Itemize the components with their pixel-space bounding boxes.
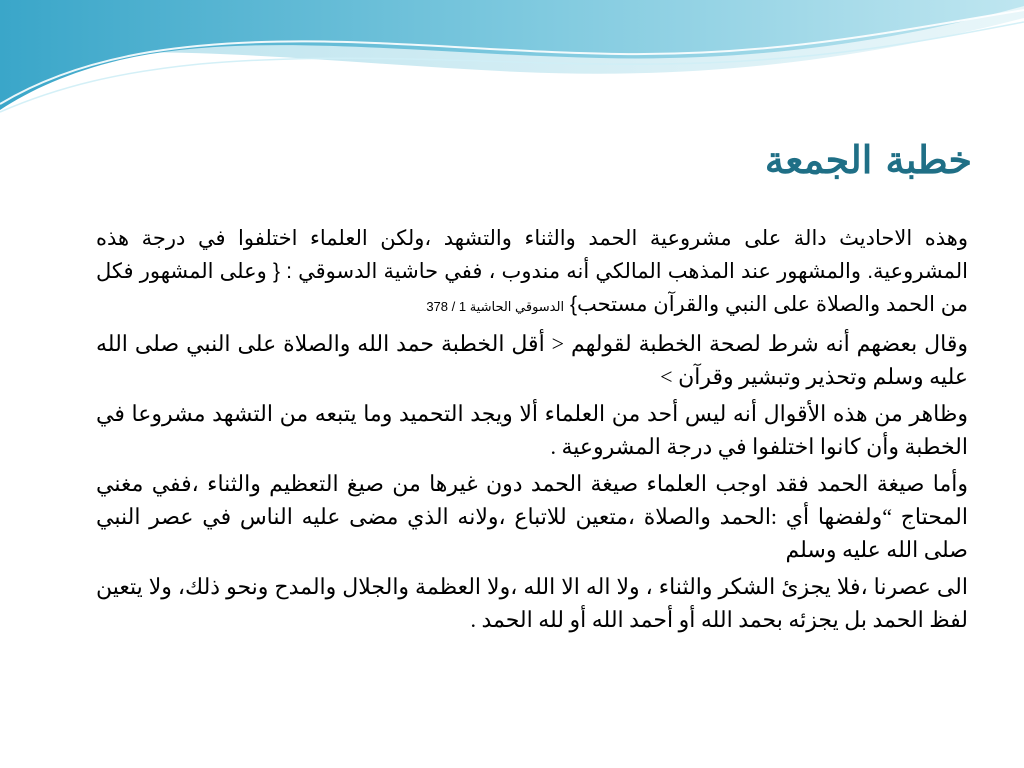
paragraph-5	[96, 570, 968, 636]
slide-body	[96, 222, 968, 640]
header-wave-decoration	[0, 0, 1024, 120]
paragraph-1-citation: الدسوقي الحاشية 1 / 378	[426, 299, 565, 314]
paragraph-2-text: وقال بعضهم أنه شرط لصحة الخطبة لقولهم < أقل الخطبة حمد الله والصلاة على النبي صلى الله عليه وسلم وتحذير وتبشير وقرآن >	[96, 331, 968, 389]
paragraph-1	[96, 222, 968, 323]
paragraph-2	[96, 327, 968, 393]
paragraph-1-text: وهذه الاحاديث دالة على مشروعية الحمد والثناء والتشهد ،ولكن العلماء اختلفوا في درجة هذه المشروعية. والمشهور عند المذهب المالكي أنه مندوب ، ففي حاشية الدسوقي : { وعلى المشهور فكل من الحمد والصلاة على النبي والقرآن مستحب}	[96, 227, 968, 316]
paragraph-5-text: الى عصرنا ،فلا يجزئ الشكر والثناء ، ولا اله الا الله ،ولا العظمة والجلال والمدح ونحو ذلك، ولا يتعين لفظ الحمد بل يجزئه بحمد الله أو أحمد الله أو لله الحمد .	[96, 574, 968, 632]
slide-title: خطبة الجمعة	[764, 137, 972, 182]
paragraph-3	[96, 397, 968, 463]
paragraph-4-text: وأما صيغة الحمد فقد اوجب العلماء صيغة الحمد دون غيرها من صيغ التعظيم والثناء ،ففي مغني المحتاج “ولفضها أي :الحمد والصلاة ،متعين للاتباع ،ولانه الذي مضى عليه الناس في عصر النبي صلى الله عليه وسلم	[96, 471, 968, 562]
paragraph-4	[96, 467, 968, 566]
paragraph-3-text: وظاهر من هذه الأقوال أنه ليس أحد من العلماء ألا ويجد التحميد وما يتبعه من التشهد مشروعا في الخطبة وأن كانوا اختلفوا في درجة المشروعية .	[96, 401, 968, 459]
